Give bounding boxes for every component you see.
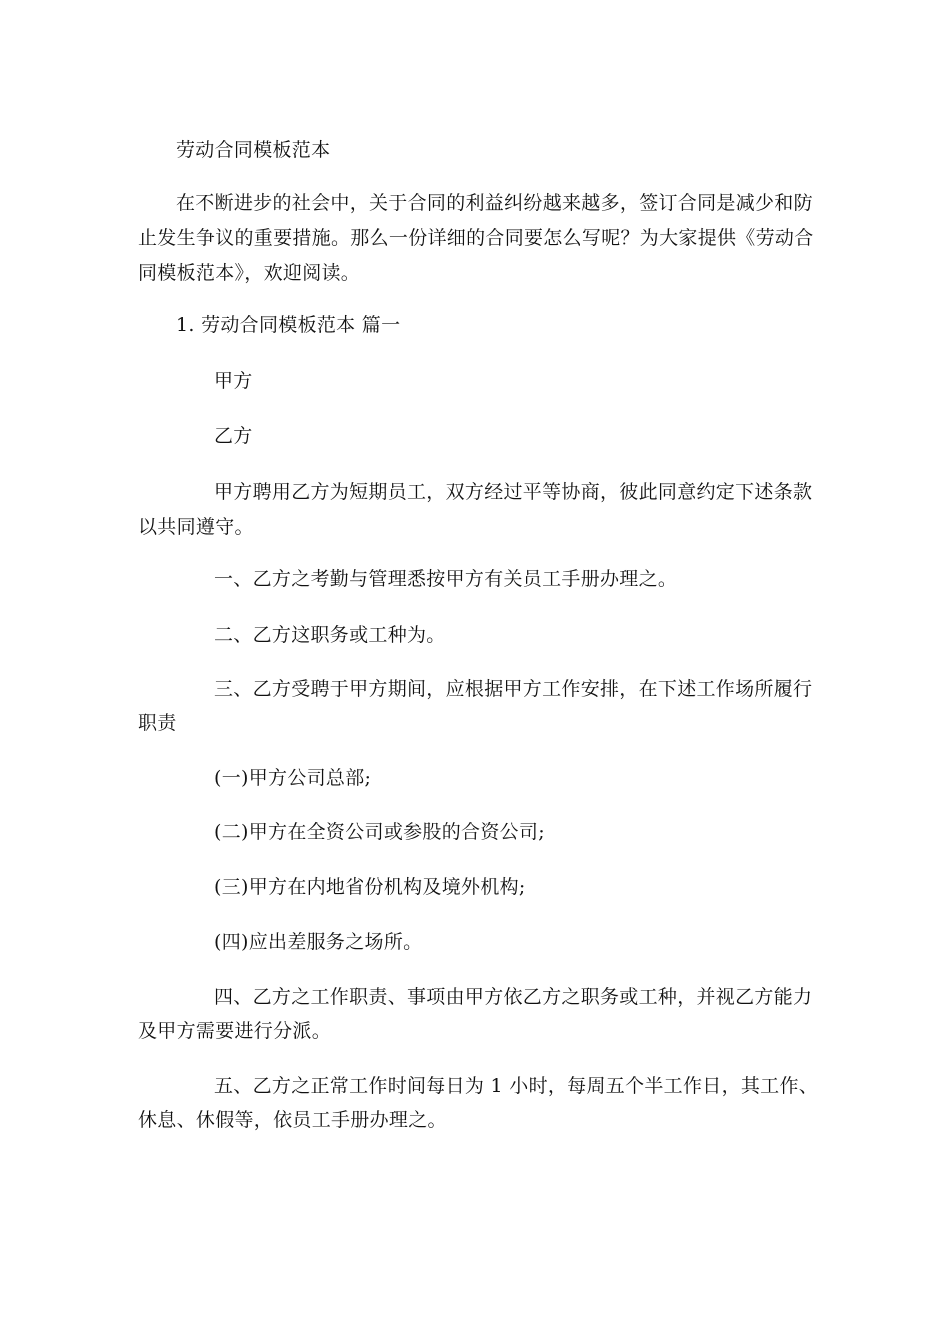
place-item-4: (四)应出差服务之场所。 (214, 931, 423, 953)
preamble-line-1: 甲方聘用乙方为短期员工，双方经过平等协商，彼此同意约定下述条款 (214, 481, 813, 503)
intro-line-1: 在不断进步的社会中，关于合同的利益纠纷越来越多，签订合同是减少和防 (176, 192, 813, 214)
clause-4-line-1: 四、乙方之工作职责、事项由甲方依乙方之职务或工种，并视乙方能力 (214, 986, 813, 1008)
intro-line-2: 止发生争议的重要措施。那么一份详细的合同要怎么写呢？为大家提供《劳动合 (138, 227, 814, 249)
clause-5-line-1: 五、乙方之正常工作时间每日为 1 小时，每周五个半工作日，其工作、 (214, 1075, 819, 1097)
clause-3-line-1: 三、乙方受聘于甲方期间，应根据甲方工作安排，在下述工作场所履行 (214, 678, 813, 700)
place-item-1: (一)甲方公司总部; (214, 767, 372, 789)
clause-2: 二、乙方这职务或工种为。 (214, 624, 446, 646)
clause-5-line-2: 休息、休假等，依员工手册办理之。 (138, 1109, 447, 1131)
place-item-3: (三)甲方在内地省份机构及境外机构; (214, 876, 526, 898)
clause-4-line-2: 及甲方需要进行分派。 (138, 1020, 332, 1042)
clause-3-line-2: 职责 (138, 712, 177, 734)
section-heading: 1. 劳动合同模板范本 篇一 (176, 314, 401, 336)
party-a-label: 甲方 (214, 370, 253, 392)
party-b-label: 乙方 (214, 425, 253, 447)
preamble-line-2: 以共同遵守。 (138, 516, 254, 538)
place-item-2: (二)甲方在全资公司或参股的合资公司; (214, 821, 545, 843)
clause-1: 一、乙方之考勤与管理悉按甲方有关员工手册办理之。 (214, 568, 678, 590)
intro-line-3: 同模板范本》，欢迎阅读。 (138, 262, 361, 284)
document-title: 劳动合同模板范本 (176, 139, 331, 161)
